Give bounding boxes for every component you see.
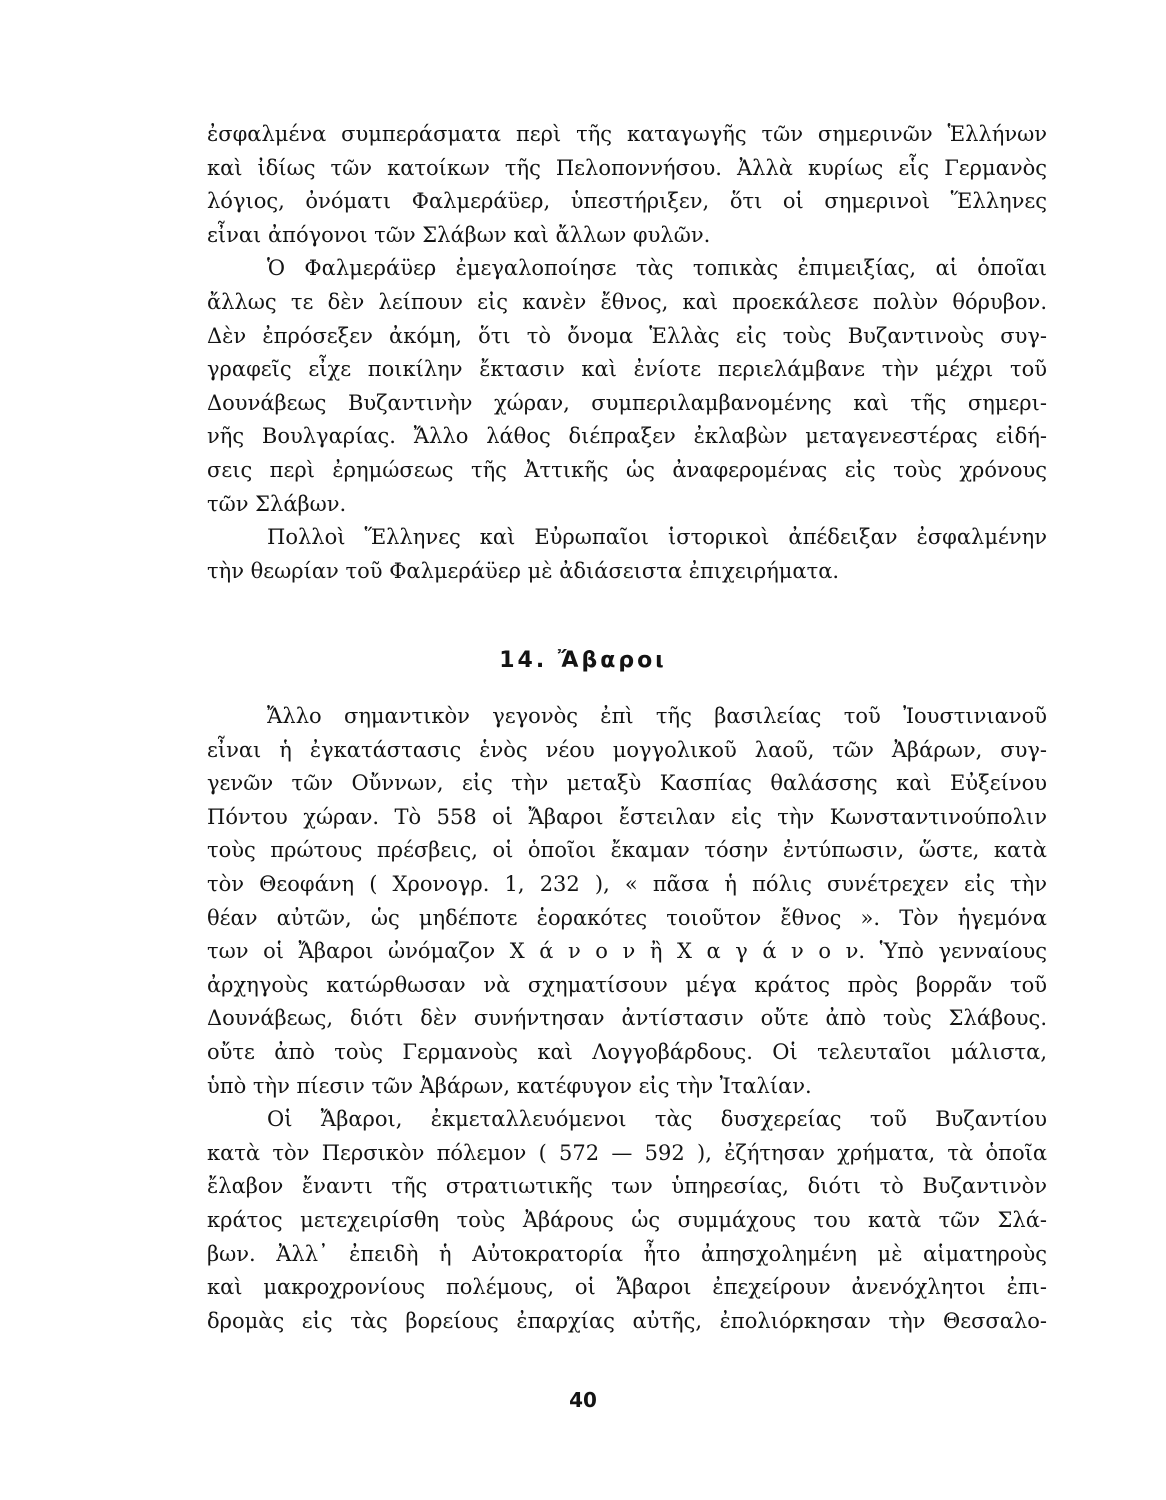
text-line: καὶ ἰδίως τῶν κατοίκων τῆς Πελοποννήσου. Ἀλλὰ κυρίως εἷς Γερμανὸς [207,155,1047,180]
text-line: ἔλαβον ἔναντι τῆς στρατιωτικῆς των ὑπηρεσίας, διότι τὸ Βυζαντινὸν [207,1174,1047,1199]
text-line: θέαν αὐτῶν, ὡς μηδέποτε ἑορακότες τοιοῦτον ἔθνος ». Τὸν ἡγεμόνα [207,905,1047,930]
text-line: γραφεῖς εἶχε ποικίλην ἔκτασιν καὶ ἐνίοτε περιελάμβανε τὴν μέχρι τοῦ [207,357,1047,382]
text-line: ἀρχηγοὺς κατώρθωσαν νὰ σχηματίσουν μέγα κράτος πρὸς βορρᾶν τοῦ [207,972,1047,997]
text-line: Πολλοὶ Ἕλληνες καὶ Εὐρωπαῖοι ἱστορικοὶ ἀπέδειξαν ἐσφαλμένην [267,525,1047,550]
text-line: βων. Ἀλλ᾽ ἐπειδὴ ἡ Αὐτοκρατορία ἦτο ἀπησχολημένη μὲ αἱματηροὺς [207,1241,1047,1266]
text-line: νῆς Βουλγαρίας. Ἄλλο λάθος διέπραξεν ἐκλαβὼν μεταγενεστέρας εἰδή- [207,424,1047,449]
text-block-after-heading [207,700,1047,1338]
text-line: κατὰ τὸν Περσικὸν πόλεμον ( 572 — 592 ), ἐζήτησαν χρήματα, τὰ ὁποῖα [207,1140,1047,1165]
text-line: ἄλλως τε δὲν λείπουν εἰς κανὲν ἔθνος, καὶ προεκάλεσε πολὺν θόρυβον. [207,289,1047,314]
text-line: Πόντου χώραν. Τὸ 558 οἱ Ἄβαροι ἔστειλαν εἰς τὴν Κωνσταντινούπολιν [207,804,1047,829]
text-line: των οἱ Ἄβαροι ὠνόμαζον Χ ά ν ο ν ἢ Χ α γ ά ν ο ν. Ὑπὸ γενναίους [207,939,1047,964]
text-line: κράτος μετεχειρίσθη τοὺς Ἀβάρους ὡς συμμάχους του κατὰ τῶν Σλά- [207,1207,1047,1232]
text-line: τὴν θεωρίαν τοῦ Φαλμεράϋερ μὲ ἀδιάσειστα ἐπιχειρήματα. [207,558,840,583]
text-line: Δὲν ἐπρόσεξεν ἀκόμη, ὅτι τὸ ὄνομα Ἑλλὰς εἰς τοὺς Βυζαντινοὺς συγ- [207,323,1047,348]
text-line: ὑπὸ τὴν πίεσιν τῶν Ἀβάρων, κατέφυγον εἰς τὴν Ἰταλίαν. [207,1073,812,1098]
text-line: τῶν Σλάβων. [207,491,347,516]
page-number: 40 [569,1388,597,1412]
text-line: σεις περὶ ἐρημώσεως τῆς Ἀττικῆς ὡς ἀναφερομένας εἰς τοὺς χρόνους [207,457,1047,482]
text-line: ἐσφαλμένα συμπεράσματα περὶ τῆς καταγωγῆς τῶν σημερινῶν Ἑλλήνων [207,122,1047,146]
text-line: γενῶν τῶν Οὔννων, εἰς τὴν μεταξὺ Κασπίας θαλάσσης καὶ Εὐξείνου [207,771,1047,796]
text-line: τὸν Θεοφάνη ( Χρονογρ. 1, 232 ), « πᾶσα ἡ πόλις συνέτρεχεν εἰς τὴν [207,871,1047,896]
text-line: Οἱ Ἄβαροι, ἐκμεταλλευόμενοι τὰς δυσχερείας τοῦ Βυζαντίου [267,1107,1047,1132]
text-line: οὔτε ἀπὸ τοὺς Γερμανοὺς καὶ Λογγοβάρδους. Οἱ τελευταῖοι μάλιστα, [207,1039,1047,1064]
text-block-before-heading [207,118,1047,588]
text-line: λόγιος, ὀνόματι Φαλμεράϋερ, ὑπεστήριξεν, ὅτι οἱ σημερινοὶ Ἕλληνες [207,189,1047,214]
section-heading: 14. Ἄβαροι [499,648,667,673]
text-line: Ὁ Φαλμεράϋερ ἐμεγαλοποίησε τὰς τοπικὰς ἐπιμειξίας, αἱ ὁποῖαι [267,256,1047,281]
text-line: Δουνάβεως Βυζαντινὴν χώραν, συμπεριλαμβανομένης καὶ τῆς σημερι- [207,390,1047,415]
text-line: δρομὰς εἰς τὰς βορείους ἐπαρχίας αὐτῆς, ἐπολιόρκησαν τὴν Θεσσαλο- [207,1308,1047,1333]
text-line: Δουνάβεως, διότι δὲν συνήντησαν ἀντίστασιν οὔτε ἀπὸ τοὺς Σλάβους. [207,1006,1047,1031]
text-line: καὶ μακροχρονίους πολέμους, οἱ Ἄβαροι ἐπεχείρουν ἀνενόχλητοι ἐπι- [207,1275,1047,1300]
text-line: Ἄλλο σημαντικὸν γεγονὸς ἐπὶ τῆς βασιλείας τοῦ Ἰουστινιανοῦ [267,704,1047,728]
text-line: εἶναι ἡ ἐγκατάστασις ἑνὸς νέου μογγολικοῦ λαοῦ, τῶν Ἀβάρων, συγ- [207,737,1047,762]
text-line: τοὺς πρώτους πρέσβεις, οἱ ὁποῖοι ἔκαμαν τόσην ἐντύπωσιν, ὥστε, κατὰ [207,838,1047,863]
text-line: εἶναι ἀπόγονοι τῶν Σλάβων καὶ ἄλλων φυλῶν. [207,222,711,247]
